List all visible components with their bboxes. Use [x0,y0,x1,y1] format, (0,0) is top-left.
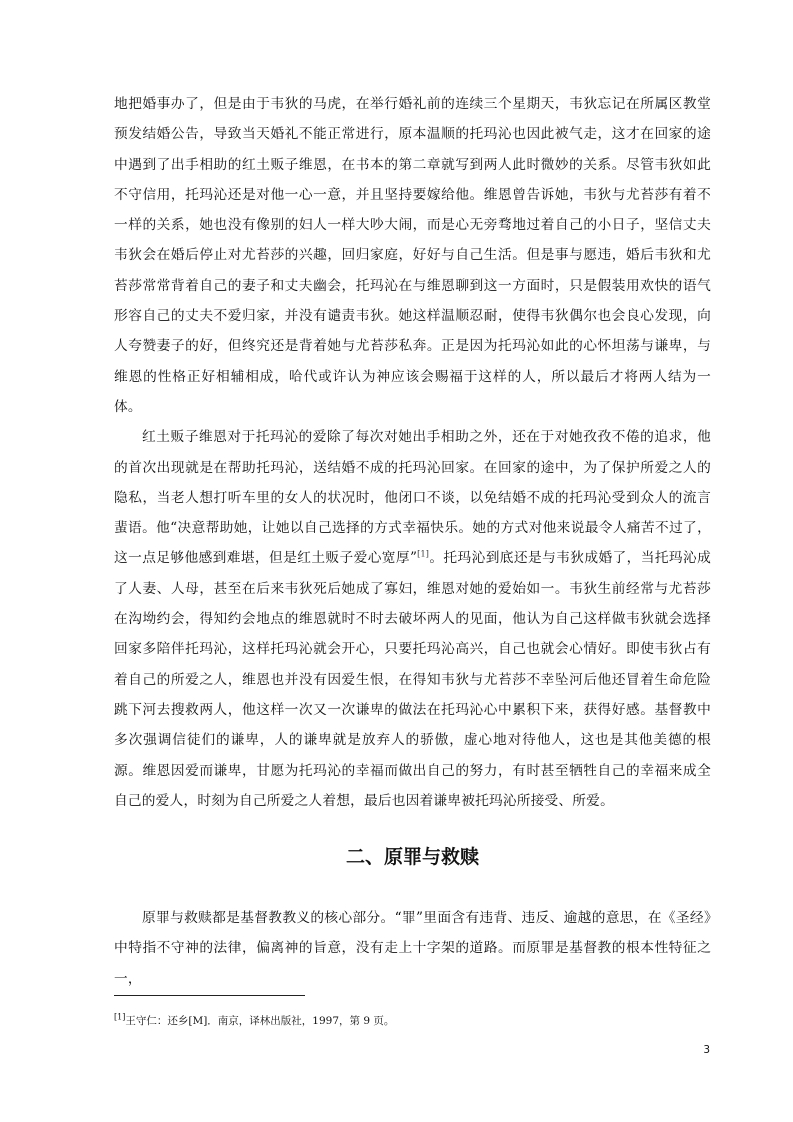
paragraph-2-part-2: 。托玛沁到底还是与韦狄成婚了，当托玛沁成了人妻、人母，甚至在后来韦狄死后她成了寡妇，维恩对她的爱始如一。韦狄生前经常与尤苔莎在沟坳约会，得知约会地点的维恩就时不时去破坏两人的见面，他认为自己这样做韦狄就会选择回家多陪伴托玛沁，这样托玛沁就会开心，只要托玛沁高兴，自己也就会心情好。即使韦狄占有着自己的所爱之人，维恩也并没有因爱生恨，在得知韦狄与尤苔莎不幸坠河后他还冒着生命危险跳下河去搜救两人，他这样一次又一次谦卑的做法在托玛沁心中累积下来，获得好感。基督教中多次强调信徒们的谦卑，人的谦卑就是放弃人的骄傲，虚心地对待他人，这也是其他美德的根源。维恩因爱而谦卑，甘愿为托玛沁的幸福而做出自己的努力，有时甚至牺牲自己的幸福来成全自己的爱人，时刻为自己所爱之人着想，最后也因着谦卑被托玛沁所接受、所爱。 [114,550,711,809]
footnote-mark: [1] [114,1012,126,1022]
section-body [114,903,711,994]
footnote [114,1013,711,1029]
footnote-reference[interactable]: [1] [417,549,430,559]
body-text [114,89,711,816]
paragraph-1: 地把婚事办了，但是由于韦狄的马虎，在举行婚礼前的连续三个星期天，韦狄忘记在所属区教堂预发结婚公告，导致当天婚礼不能正常进行，原本温顺的托玛沁也因此被气走，这才在回家的途中遇到了出手相助的红土贩子维恩，在书本的第二章就写到两人此时微妙的关系。尽管韦狄如此不守信用，托玛沁还是对他一心一意，并且坚持要嫁给他。维恩曾告诉她，韦狄与尤苔莎有着不一样的关系，她也没有像别的妇人一样大吵大闹，而是心无旁骛地过着自己的小日子，坚信丈夫韦狄会在婚后停止对尤苔莎的兴趣，回归家庭，好好与自己生活。但是事与愿违，婚后韦狄和尤苔莎常常背着自己的妻子和丈夫幽会，托玛沁在与维恩聊到这一方面时，只是假装用欢快的语气形容自己的丈夫不爱归家，并没有谴责韦狄。她这样温顺忍耐，使得韦狄偶尔也会良心发现，向人夸赞妻子的好，但终究还是背着她与尤苔莎私奔。正是因为托玛沁如此的心怀坦荡与谦卑，与维恩的性格正好相辅相成，哈代或许认为神应该会赐福于这样的人，所以最后才将两人结为一体。 [114,96,711,415]
paragraph-2-part-1: 红土贩子维恩对于托玛沁的爱除了每次对她出手相助之外，还在于对她孜孜不倦的追求，他的首次出现就是在帮助托玛沁，送结婚不成的托玛沁回家。在回家的途中，为了保护所爱之人的隐私，当老人想打听车里的女人的状况时，他闭口不谈，以免结婚不成的托玛沁受到众人的流言蜚语。他“决意帮助她，让她以自己选择的方式幸福快乐。她的方式对他来说最令人痛苦不过了，这一点足够他感到难堪，但是红土贩子爱心宽厚” [114,429,711,567]
paragraph-3: 原罪与救赎都是基督教教义的核心部分。“罪”里面含有违背、违反、逾越的意思，在《圣经》中特指不守神的法律，偏离神的旨意，没有走上十字架的道路。而原罪是基督教的根本性特征之一， [114,910,711,987]
page-number: 3 [703,1044,710,1056]
paragraph-2 [114,422,711,816]
footnote-divider [114,995,305,996]
footnote-text: 王守仁：还乡[M]．南京，译林出版社，1997，第 9 页。 [125,1015,395,1027]
section-heading: 二、原罪与救赎 [345,846,479,868]
